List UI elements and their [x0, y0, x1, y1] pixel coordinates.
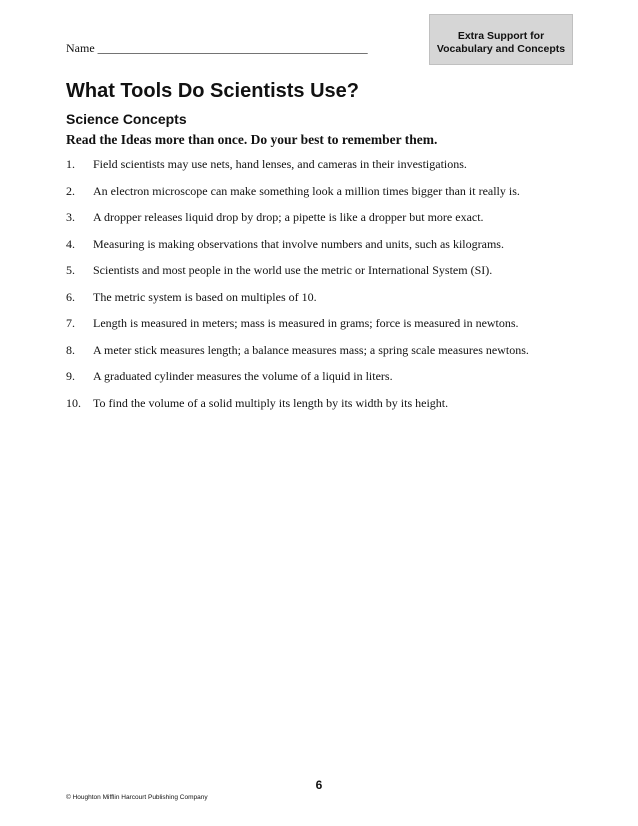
- extra-support-box: [429, 14, 573, 65]
- list-item: [66, 156, 586, 183]
- list-item: [66, 315, 586, 342]
- support-box-line-2: Vocabulary and Concepts: [436, 43, 566, 55]
- idea-number: 6.: [66, 289, 75, 304]
- idea-text: Measuring is making observations that involve numbers and units, such as kilograms.: [93, 236, 504, 251]
- support-box-line-1: Extra Support for: [457, 30, 545, 42]
- list-item: [66, 236, 586, 263]
- idea-number: 7.: [66, 316, 75, 330]
- list-item: [66, 262, 586, 289]
- name-field: [66, 41, 368, 56]
- name-blank-line: _____________________________________________: [97, 41, 368, 55]
- page-number: 6: [315, 778, 323, 792]
- idea-text: Field scientists may use nets, hand lenses, and cameras in their investigations.: [93, 157, 467, 171]
- idea-text: Scientists and most people in the world use the metric or International System (SI).: [93, 263, 493, 277]
- list-item: [66, 209, 586, 236]
- name-label: Name: [66, 41, 95, 55]
- list-item: [66, 395, 586, 422]
- idea-number: 8.: [66, 342, 75, 357]
- idea-text: A meter stick measures length; a balance measures mass; a spring scale measures newtons.: [93, 342, 529, 357]
- list-item: [66, 342, 586, 369]
- copyright-notice: © Houghton Mifflin Harcourt Publishing Company: [66, 794, 208, 801]
- idea-text: The metric system is based on multiples of 10.: [93, 289, 317, 304]
- idea-number: 2.: [66, 183, 75, 198]
- idea-number: 1.: [66, 157, 75, 171]
- idea-number: 10.: [66, 395, 81, 410]
- list-item: [66, 368, 586, 395]
- idea-text: To find the volume of a solid multiply its length by its width by its height.: [93, 395, 449, 410]
- idea-text: An electron microscope can make something look a million times bigger than it really is.: [93, 183, 520, 198]
- idea-number: 5.: [66, 263, 75, 277]
- ideas-list: [66, 156, 586, 421]
- list-item: [66, 183, 586, 210]
- idea-text: A dropper releases liquid drop by drop; a pipette is like a dropper but more exact.: [93, 210, 484, 224]
- idea-text: A graduated cylinder measures the volume of a liquid in liters.: [93, 369, 393, 383]
- idea-number: 4.: [66, 236, 75, 251]
- idea-text: Length is measured in meters; mass is measured in grams; force is measured in newtons.: [93, 316, 519, 330]
- idea-number: 3.: [66, 210, 75, 224]
- instructions: Read the Ideas more than once. Do your best to remember them.: [66, 132, 438, 147]
- list-item: [66, 289, 586, 316]
- idea-number: 9.: [66, 369, 75, 383]
- page-title: What Tools Do Scientists Use?: [66, 80, 359, 102]
- section-heading: Science Concepts: [66, 111, 187, 127]
